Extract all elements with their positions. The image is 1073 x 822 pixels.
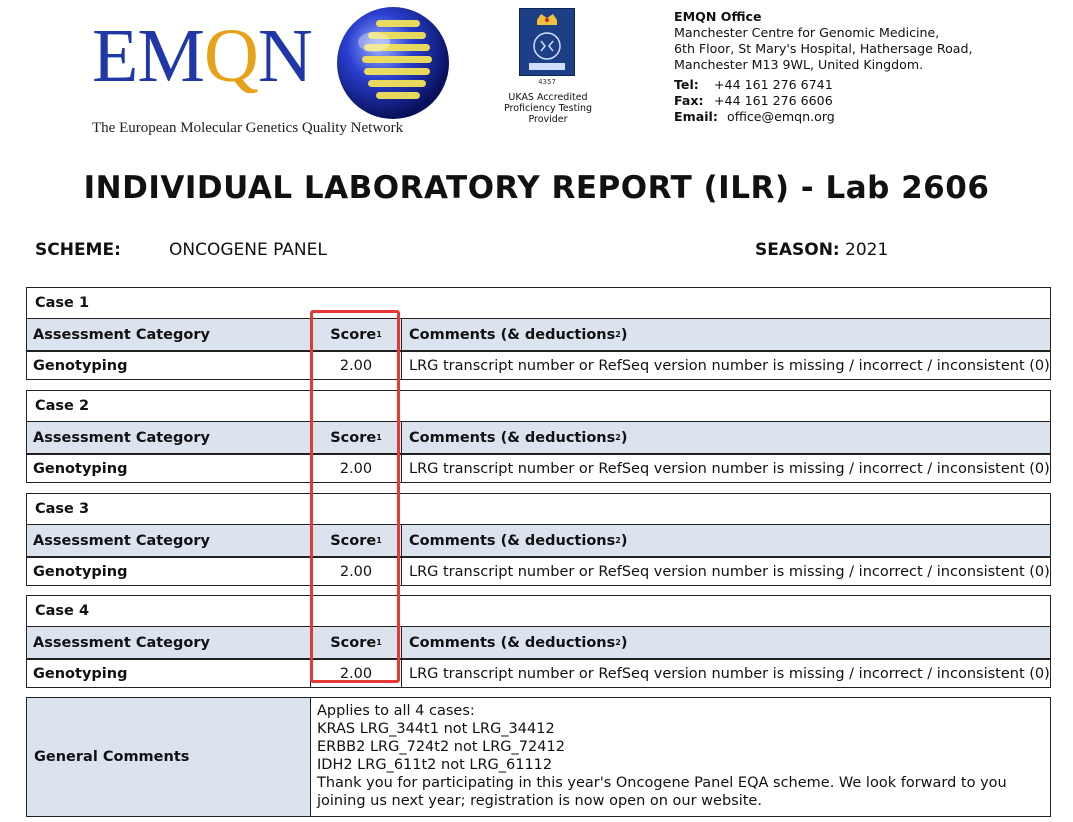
report-title: INDIVIDUAL LABORATORY REPORT (ILR) - Lab 2606: [83, 170, 990, 206]
email-label: Email:: [674, 109, 718, 124]
comment-line: ERBB2 LRG_724t2 not LRG_72412: [317, 739, 565, 755]
category-cell: Genotyping: [33, 665, 128, 682]
office-title: EMQN Office: [674, 9, 762, 24]
tel-label: Tel:: [674, 77, 699, 92]
table-header-row: [27, 319, 1050, 352]
header-score: Score 1: [310, 525, 402, 556]
table-header-row: [27, 422, 1050, 455]
score-highlight-box: [310, 310, 400, 683]
office-contact-block: [674, 9, 973, 125]
category-cell: Genotyping: [33, 460, 128, 477]
comment-line: KRAS LRG_344t1 not LRG_34412: [317, 721, 555, 737]
fax-label: Fax:: [674, 93, 704, 108]
header-comments: Comments (& deductions 2 ): [409, 532, 628, 549]
comment-cell: LRG transcript number or RefSeq version number is missing / incorrect / inconsistent (0): [409, 357, 1050, 374]
case-table-1: [26, 287, 1051, 380]
case-table-2: [26, 390, 1051, 483]
case-table-4: [26, 595, 1051, 688]
header-score: Score 1: [310, 422, 402, 453]
header-comments: Comments (& deductions 2 ): [409, 429, 628, 446]
comment-line: Applies to all 4 cases:: [317, 703, 475, 719]
comment-cell: LRG transcript number or RefSeq version number is missing / incorrect / inconsistent (0): [409, 665, 1050, 682]
case-label: Case 3: [27, 494, 1050, 525]
table-row: [27, 558, 1050, 585]
case-label: Case 2: [27, 391, 1050, 422]
general-comments-text: [311, 698, 1050, 816]
season-label: SEASON:: [755, 240, 840, 260]
case-label: Case 4: [27, 596, 1050, 627]
header-score: Score 1: [310, 627, 402, 658]
email-link[interactable]: office@emqn.org: [727, 109, 835, 124]
category-cell: Genotyping: [33, 357, 128, 374]
emqn-logo-text: EMQN: [92, 14, 312, 98]
score-cell: 2.00: [310, 455, 402, 482]
category-cell: Genotyping: [33, 563, 128, 580]
table-row: [27, 455, 1050, 482]
header-score: Score 1: [310, 319, 402, 350]
scheme-label: SCHEME:: [35, 240, 121, 260]
table-row: [27, 352, 1050, 379]
comment-line: IDH2 LRG_611t2 not LRG_61112: [317, 757, 553, 773]
office-address-line: 6th Floor, St Mary's Hospital, Hathersage Road,: [674, 41, 973, 56]
comment-line: joining us next year; registration is now open on our website.: [317, 793, 762, 809]
comment-cell: LRG transcript number or RefSeq version number is missing / incorrect / inconsistent (0): [409, 460, 1050, 477]
scheme-value: ONCOGENE PANEL: [169, 240, 327, 260]
score-cell: 2.00: [310, 352, 402, 379]
header-category: Assessment Category: [33, 634, 210, 651]
score-cell: 2.00: [310, 558, 402, 585]
comment-cell: LRG transcript number or RefSeq version number is missing / incorrect / inconsistent (0): [409, 563, 1050, 580]
header-comments: Comments (& deductions 2 ): [409, 634, 628, 651]
fax-value: +44 161 276 6606: [714, 93, 833, 108]
header-category: Assessment Category: [33, 429, 210, 446]
case-table-3: [26, 493, 1051, 586]
table-header-row: [27, 627, 1050, 660]
office-address-line: Manchester M13 9WL, United Kingdom.: [674, 57, 924, 72]
comment-line: Thank you for participating in this year's Oncogene Panel EQA scheme. We look forward to you: [317, 775, 1007, 791]
tel-value: +44 161 276 6741: [714, 77, 833, 92]
general-comments-label: General Comments: [27, 698, 311, 816]
ukas-crown-icon: [519, 8, 575, 76]
header-category: Assessment Category: [33, 326, 210, 343]
score-cell: 2.00: [310, 660, 402, 687]
table-row: [27, 660, 1050, 687]
header-category: Assessment Category: [33, 532, 210, 549]
header-comments: Comments (& deductions 2 ): [409, 326, 628, 343]
season-value: 2021: [845, 240, 889, 260]
case-label: Case 1: [27, 288, 1050, 319]
office-address-line: Manchester Centre for Genomic Medicine,: [674, 25, 940, 40]
table-header-row: [27, 525, 1050, 558]
emqn-logo-subtitle: The European Molecular Genetics Quality Network: [92, 120, 404, 136]
general-comments-table: [26, 697, 1051, 817]
emqn-globe-icon: [334, 4, 452, 122]
ukas-caption: UKAS Accredited Proficiency Testing Provider: [503, 92, 593, 125]
ukas-number: 4357: [538, 78, 556, 86]
